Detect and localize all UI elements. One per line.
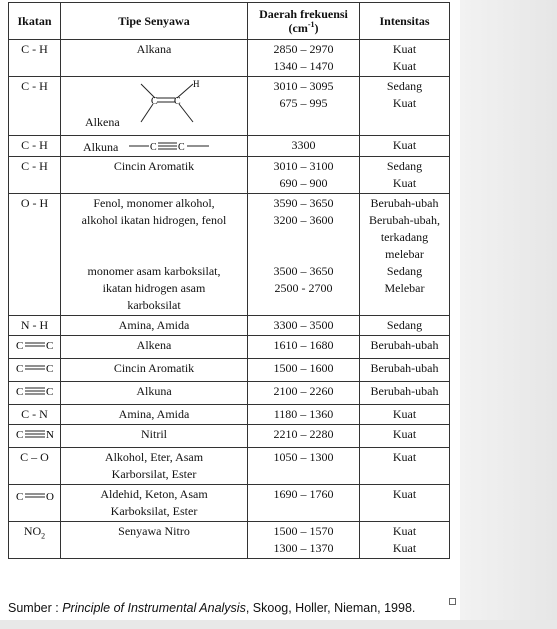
- unit-close: ): [314, 21, 319, 35]
- intensitas-value: terkadang: [380, 230, 429, 244]
- frekuensi-value: 1300 – 1370: [273, 541, 334, 555]
- cell-ikatan: C - H: [9, 40, 61, 77]
- cell-tipe: [61, 485, 248, 522]
- source-rest: , Skoog, Holler, Nieman, 1998.: [245, 601, 416, 615]
- atom-h: H: [193, 79, 200, 89]
- cell-tipe: Nitril: [61, 425, 248, 448]
- spacer: [250, 229, 357, 246]
- cell-ikatan: C - N: [9, 405, 61, 425]
- cell-tipe: [61, 77, 248, 136]
- tipe-text: Karborsilat, Ester: [111, 467, 197, 481]
- frekuensi-value: 2500 - 2700: [274, 281, 333, 295]
- tipe-text: karboksilat: [127, 298, 181, 312]
- cell-intensitas: [360, 194, 450, 316]
- intensitas-value: Kuat: [392, 42, 417, 56]
- frekuensi-value: 675 – 995: [279, 96, 328, 110]
- spacer: [63, 229, 245, 246]
- cell-ikatan: [9, 425, 61, 448]
- cell-tipe: Cincin Aromatik: [61, 157, 248, 194]
- cell-ikatan: C - H: [9, 136, 61, 157]
- cell-frekuensi: 1050 – 1300: [248, 448, 360, 485]
- cell-ikatan: [9, 336, 61, 359]
- ikatan-text: NO: [23, 524, 42, 538]
- cell-ikatan: N - H: [9, 316, 61, 336]
- intensitas-value: Kuat: [392, 541, 417, 555]
- tipe-text: Alkohol, Eter, Asam: [104, 450, 204, 464]
- cell-frekuensi: 2210 – 2280: [248, 425, 360, 448]
- intensitas-value: Sedang: [386, 79, 423, 93]
- spacer: [63, 246, 245, 263]
- atom-left: C: [15, 363, 23, 375]
- cell-frekuensi: [248, 157, 360, 194]
- triple-bond-cc-icon: [13, 383, 57, 398]
- intensitas-value: Kuat: [392, 524, 417, 538]
- frekuensi-value: 3200 – 3600: [273, 213, 334, 227]
- alkuna-structure: [63, 137, 245, 155]
- tipe-text: Aldehid, Keton, Asam: [100, 487, 208, 501]
- cell-ikatan: O - H: [9, 194, 61, 316]
- intensitas-value: Berubah-ubah,: [369, 213, 440, 227]
- atom-left: C: [15, 386, 23, 398]
- header-frekuensi-unit: [250, 21, 357, 35]
- frekuensi-value: 690 – 900: [279, 176, 328, 190]
- double-bond-co-icon: [13, 486, 57, 504]
- intensitas-value: Sedang: [386, 159, 423, 173]
- header-daerah-frekuensi: [248, 3, 360, 40]
- cell-intensitas: Kuat: [360, 448, 450, 485]
- table-row: [9, 40, 450, 77]
- tipe-text: ikatan hidrogen asam: [102, 281, 206, 295]
- cell-frekuensi: [248, 77, 360, 136]
- atom-right: C: [45, 340, 53, 352]
- cell-intensitas: Kuat: [360, 485, 450, 522]
- spacer: [250, 246, 357, 263]
- tipe-text: Karboksilat, Ester: [110, 504, 198, 518]
- atom-c-right: C: [174, 96, 181, 107]
- tipe-text: monomer asam karboksilat,: [87, 264, 221, 278]
- cell-frekuensi: 1610 – 1680: [248, 336, 360, 359]
- cell-intensitas: Kuat: [360, 405, 450, 425]
- double-bond-cc-icon: [13, 337, 57, 352]
- ir-frequency-table: [8, 2, 450, 559]
- unit-text: (cm: [288, 21, 308, 35]
- cell-intensitas: Kuat: [360, 136, 450, 157]
- atom-right: C: [45, 363, 53, 375]
- atom-right: O: [45, 491, 54, 503]
- cell-intensitas: Berubah-ubah: [360, 382, 450, 405]
- cell-intensitas: Berubah-ubah: [360, 359, 450, 382]
- source-title: Principle of Instrumental Analysis: [62, 601, 246, 615]
- atom-left: C: [15, 429, 23, 441]
- right-margin-background: [460, 0, 557, 629]
- atom-right: N: [45, 429, 54, 441]
- cell-ikatan: C - H: [9, 77, 61, 136]
- header-intensitas: Intensitas: [360, 3, 450, 40]
- cell-intensitas: Sedang: [360, 316, 450, 336]
- cell-frekuensi: 3300 – 3500: [248, 316, 360, 336]
- tipe-text: alkohol ikatan hidrogen, fenol: [81, 213, 227, 227]
- alkena-label: Alkena: [85, 115, 120, 129]
- double-bond-cc-icon: [13, 360, 57, 375]
- atom-left: C: [15, 340, 23, 352]
- tipe-text: Fenol, monomer alkohol,: [93, 196, 215, 210]
- header-frekuensi-label: Daerah frekuensi: [259, 7, 348, 21]
- cell-intensitas: [360, 157, 450, 194]
- cell-tipe: [61, 194, 248, 316]
- bottom-margin-background: [0, 620, 557, 629]
- cell-frekuensi: 1690 – 1760: [248, 485, 360, 522]
- cell-ikatan: [9, 382, 61, 405]
- intensitas-value: Kuat: [392, 176, 417, 190]
- cell-tipe: Alkana: [61, 40, 248, 77]
- intensitas-value: Kuat: [392, 96, 417, 110]
- cell-frekuensi: 3300: [248, 136, 360, 157]
- cell-ikatan: [9, 522, 61, 559]
- source-citation: [8, 601, 415, 615]
- cell-intensitas: Berubah-ubah: [360, 336, 450, 359]
- table-row: [9, 336, 450, 359]
- table-row: [9, 316, 450, 336]
- cell-tipe: [61, 136, 248, 157]
- cell-intensitas: [360, 522, 450, 559]
- intensitas-value: Sedang: [386, 264, 423, 278]
- source-prefix: Sumber :: [8, 601, 63, 615]
- cell-tipe: Senyawa Nitro: [61, 522, 248, 559]
- intensitas-value: Berubah-ubah: [370, 196, 439, 210]
- bond-line: [179, 104, 193, 122]
- cell-ikatan: C - H: [9, 157, 61, 194]
- alkena-structure-diagram: [123, 78, 203, 134]
- frekuensi-value: 1500 – 1570: [273, 524, 334, 538]
- cell-ikatan: [9, 359, 61, 382]
- intensitas-value: Melebar: [384, 281, 425, 295]
- cell-ikatan: [9, 485, 61, 522]
- frekuensi-value: 3590 – 3650: [273, 196, 334, 210]
- frekuensi-value: 3010 – 3095: [273, 79, 334, 93]
- cell-frekuensi: 2100 – 2260: [248, 382, 360, 405]
- table-row: [9, 448, 450, 485]
- atom-left: C: [15, 491, 23, 503]
- cell-frekuensi: [248, 40, 360, 77]
- frekuensi-value: 2850 – 2970: [273, 42, 334, 56]
- table-row: [9, 522, 450, 559]
- table-row: [9, 425, 450, 448]
- cell-ikatan: C – O: [9, 448, 61, 485]
- cell-tipe: Amina, Amida: [61, 405, 248, 425]
- cell-intensitas: [360, 40, 450, 77]
- cell-frekuensi: [248, 194, 360, 316]
- atom-c-left: C: [150, 142, 157, 153]
- unit-superscript: -1: [307, 20, 315, 29]
- intensitas-value: Kuat: [392, 59, 417, 73]
- table-row: [9, 194, 450, 316]
- table-anchor-mark: [449, 598, 456, 605]
- cell-tipe: Alkena: [61, 336, 248, 359]
- table-row: [9, 405, 450, 425]
- triple-bond-cn-icon: [13, 426, 57, 441]
- table-header-row: [9, 3, 450, 40]
- alkena-structure: [63, 78, 245, 134]
- header-tipe-senyawa: Tipe Senyawa: [61, 3, 248, 40]
- atom-right: C: [45, 386, 53, 398]
- intensitas-value: melebar: [385, 247, 424, 261]
- table-row: [9, 157, 450, 194]
- ikatan-subscript: 2: [41, 531, 46, 541]
- cell-frekuensi: 1500 – 1600: [248, 359, 360, 382]
- table-row: [9, 359, 450, 382]
- cell-frekuensi: [248, 522, 360, 559]
- header-ikatan: Ikatan: [9, 3, 61, 40]
- table-row: [9, 136, 450, 157]
- table-row: [9, 382, 450, 405]
- atom-c-left: C: [151, 96, 158, 107]
- cell-tipe: Amina, Amida: [61, 316, 248, 336]
- cell-frekuensi: 1180 – 1360: [248, 405, 360, 425]
- frekuensi-value: 3010 – 3100: [273, 159, 334, 173]
- table-row: [9, 485, 450, 522]
- cell-tipe: Alkuna: [61, 382, 248, 405]
- cell-tipe: [61, 448, 248, 485]
- cell-tipe: Cincin Aromatik: [61, 359, 248, 382]
- alkuna-label: Alkuna: [83, 140, 119, 154]
- frekuensi-value: 3500 – 3650: [273, 264, 334, 278]
- table-row: [9, 77, 450, 136]
- atom-c-right: C: [178, 142, 185, 153]
- cell-intensitas: [360, 77, 450, 136]
- frekuensi-value: 1340 – 1470: [273, 59, 334, 73]
- alkuna-structure-diagram: [127, 137, 217, 155]
- cell-intensitas: Kuat: [360, 425, 450, 448]
